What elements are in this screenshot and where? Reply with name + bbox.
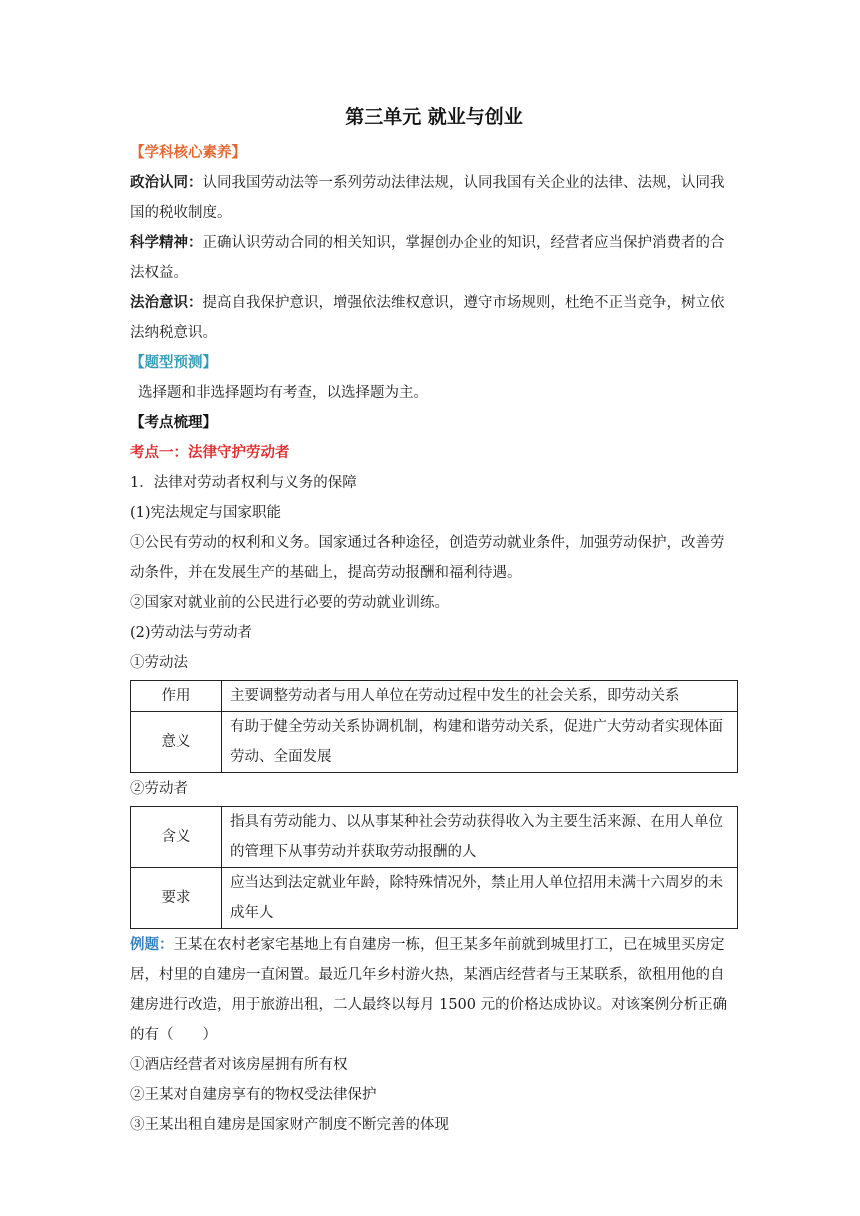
core-literacy-heading: 【学科核心素养】	[130, 144, 246, 161]
prediction-heading: 【题型预测】	[130, 354, 217, 371]
review-line: ②国家对就业前的公民进行必要的劳动就业训练。	[130, 595, 449, 611]
review-line: ②劳动者	[130, 781, 188, 797]
table-key: 含义	[131, 807, 222, 868]
table-value: 指具有劳动能力、以从事某种社会劳动获得收入为主要生活来源、在用人单位的管理下从事劳动并获取劳动报酬的人	[222, 807, 738, 868]
example-label: 例题：	[130, 936, 174, 953]
example-option: ②王某对自建房享有的物权受法律保护	[130, 1087, 377, 1103]
example-option: ③王某出租自建房是国家财产制度不断完善的体现	[130, 1117, 449, 1133]
review-line: ①劳动法	[130, 655, 188, 671]
core-literacy-item	[130, 228, 738, 288]
review-heading: 【考点梳理】	[130, 414, 217, 431]
table-key: 意义	[131, 712, 222, 773]
table-key: 作用	[131, 681, 222, 712]
table-value: 主要调整劳动者与用人单位在劳动过程中发生的社会关系，即劳动关系	[222, 681, 738, 712]
page-title: 第三单元 就业与创业	[345, 106, 523, 128]
item-label: 科学精神：	[130, 234, 203, 251]
table-value: 应当达到法定就业年龄，除特殊情况外，禁止用人单位招用未满十六周岁的未成年人	[222, 868, 738, 929]
example-question	[130, 930, 738, 1050]
review-line: (2)劳动法与劳动者	[130, 625, 253, 641]
table-row	[131, 868, 738, 929]
example-option: ①酒店经营者对该房屋拥有所有权	[130, 1057, 348, 1073]
core-literacy-item	[130, 288, 738, 348]
core-literacy-item	[130, 168, 738, 228]
review-line: (1)宪法规定与国家职能	[130, 505, 282, 521]
laborer-table	[130, 806, 738, 929]
item-label: 政治认同：	[130, 174, 203, 191]
table-row	[131, 712, 738, 773]
table-row	[131, 807, 738, 868]
table-row	[131, 681, 738, 712]
item-text: 认同我国劳动法等一系列劳动法律法规，认同我国有关企业的法律、法规，认同我国的税收制度。	[130, 175, 725, 221]
review-line: ①公民有劳动的权利和义务。国家通过各种途径，创造劳动就业条件，加强劳动保护，改善劳动条件，并在发展生产的基础上，提高劳动报酬和福利待遇。	[130, 535, 725, 581]
table-key: 要求	[131, 868, 222, 929]
example-text: 王某在农村老家宅基地上有自建房一栋，但王某多年前就到城里打工，已在城里买房定居，村里的自建房一直闲置。最近几年乡村游火热，某酒店经营者与王某联系，欲租用他的自建房进行改造，用于旅游出租，二人最终以每月 1500 元的价格达成协议。对该案例分析正确的有（ ）	[130, 937, 728, 1043]
point-one-heading: 考点一：法律守护劳动者	[130, 444, 290, 461]
table-value: 有助于健全劳动关系协调机制，构建和谐劳动关系，促进广大劳动者实现体面劳动、全面发展	[222, 712, 738, 773]
prediction-text: 选择题和非选择题均有考查，以选择题为主。	[138, 385, 428, 401]
item-text: 提高自我保护意识，增强依法维权意识，遵守市场规则，杜绝不正当竞争，树立依法纳税意识。	[130, 295, 725, 341]
review-line: 1．法律对劳动者权利与义务的保障	[130, 475, 357, 491]
labor-law-table	[130, 680, 738, 773]
item-label: 法治意识：	[130, 294, 203, 311]
item-text: 正确认识劳动合同的相关知识，掌握创办企业的知识，经营者应当保护消费者的合法权益。	[130, 235, 725, 281]
document-body	[130, 102, 738, 1140]
